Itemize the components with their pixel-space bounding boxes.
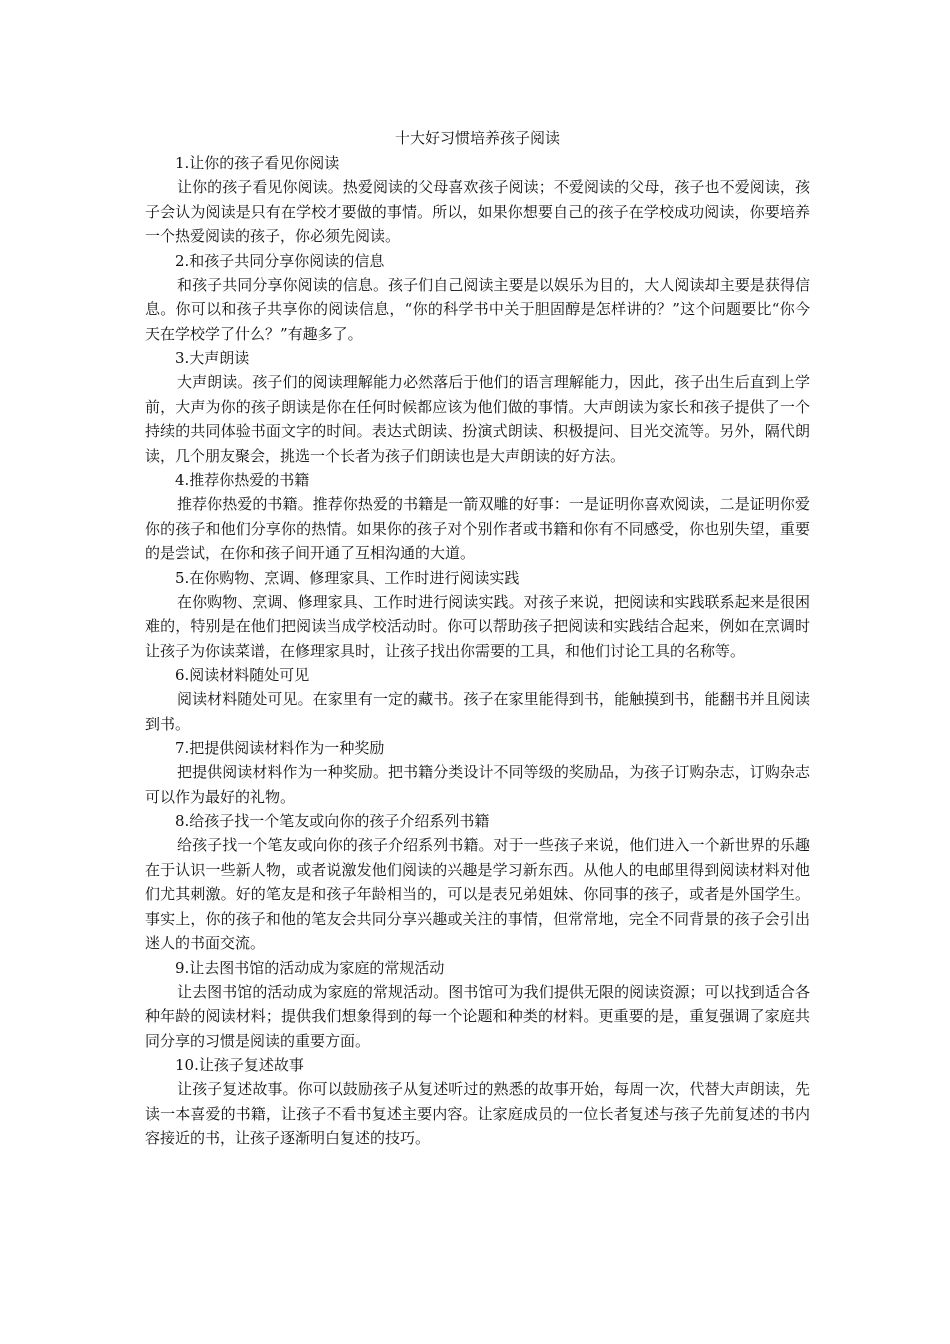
section-heading: 2.和孩子共同分享你阅读的信息 [175,251,385,270]
section [145,151,810,249]
section-heading: 10.让孩子复述故事 [175,1056,304,1074]
section-body: 让你的孩子看见你阅读。热爱阅读的父母喜欢孩子阅读；不爱阅读的父母，孩子也不爱阅读，孩子会认为阅读是只有在学校才要做的事情。所以，如果你想要自己的孩子在学校成功阅读，你要培养一个热爱阅读的孩子，你必须先阅读。 [145,178,810,245]
section-heading: 7.把提供阅读材料作为一种奖励 [175,739,385,757]
section-body: 阅读材料随处可见。在家里有一定的藏书。孩子在家里能得到书，能触摸到书，能翻书并且阅读到书。 [145,690,810,733]
section-body: 让孩子复述故事。你可以鼓励孩子从复述听过的熟悉的故事开始，每周一次，代替大声朗读，先读一本喜爱的书籍，让孩子不看书复述主要内容。让家庭成员的一位长者复述与孩子先前复述的书内容接近的书，让孩子逐渐明白复述的技巧。 [145,1080,810,1147]
section-body: 大声朗读。孩子们的阅读理解能力必然落后于他们的语言理解能力，因此，孩子出生后直到上学前，大声为你的孩子朗读是你在任何时候都应该为他们做的事情。大声朗读为家长和孩子提供了一个持续的共同体验书面文字的时间。表达式朗读、扮演式朗读、积极提问、目光交流等。另外，隔代朗读，几个朋友聚会，挑选一个长者为孩子们朗读也是大声朗读的好方法。 [145,373,810,465]
section-heading: 1.让你的孩子看见你阅读 [175,154,340,172]
section-heading: 5.在你购物、烹调、修理家具、工作时进行阅读实践 [175,568,520,587]
section-heading: 9.让去图书馆的活动成为家庭的常规活动 [175,958,445,977]
section [145,346,810,468]
section-body: 在你购物、烹调、修理家具、工作时进行阅读实践。对孩子来说，把阅读和实践联系起来是很困难的，特别是在他们把阅读当成学校活动时。你可以帮助孩子把阅读和实践结合起来，例如在烹调时让孩子为你读菜谱，在修理家具时，让孩子找出你需要的工具，和他们讨论工具的名称等。 [145,592,810,660]
section [145,249,810,347]
section [145,468,810,566]
section [145,566,810,664]
section-body: 把提供阅读材料作为一种奖励。把书籍分类设计不同等级的奖励品，为孩子订购杂志，订购杂志可以作为最好的礼物。 [145,763,810,806]
section [145,1053,810,1151]
section-heading: 6.阅读材料随处可见 [175,666,310,684]
section [145,736,810,809]
section-body: 和孩子共同分享你阅读的信息。孩子们自己阅读主要是以娱乐为目的，大人阅读却主要是获得信息。你可以和孩子共享你的阅读信息，“你的科学书中关于胆固醇是怎样讲的？”这个问题要比“你今天在学校学了什么？”有趣多了。 [145,275,810,343]
section-heading: 3.大声朗读 [175,349,250,367]
section-heading: 4.推荐你热爱的书籍 [175,471,310,489]
section-heading: 8.给孩子找一个笔友或向你的孩子介绍系列书籍 [175,812,490,830]
document-page [145,126,810,1151]
section-body: 推荐你热爱的书籍。推荐你热爱的书籍是一箭双雕的好事：一是证明你喜欢阅读，二是证明你爱你的孩子和他们分享你的热情。如果你的孩子对个别作者或书籍和你有不同感受，你也别失望，重要的是尝试，在你和孩子间开通了互相沟通的大道。 [145,495,810,562]
document-title: 十大好习惯培养孩子阅读 [394,129,560,147]
section-body: 给孩子找一个笔友或向你的孩子介绍系列书籍。对于一些孩子来说，他们进入一个新世界的乐趣在于认识一些新人物，或者说激发他们阅读的兴趣是学习新东西。从他人的电邮里得到阅读材料对他们尤其刺激。好的笔友是和孩子年龄相当的，可以是表兄弟姐妹、你同事的孩子，或者是外国学生。事实上，你的孩子和他的笔友会共同分享兴趣或关注的事情，但常常地，完全不同背景的孩子会引出迷人的书面交流。 [145,836,810,952]
section [145,956,810,1054]
section [145,809,810,956]
section-body: 让去图书馆的活动成为家庭的常规活动。图书馆可为我们提供无限的阅读资源；可以找到适合各种年龄的阅读材料；提供我们想象得到的每一个论题和种类的材料。更重要的是，重复强调了家庭共同分享的习惯是阅读的重要方面。 [145,982,810,1050]
section [145,663,810,736]
